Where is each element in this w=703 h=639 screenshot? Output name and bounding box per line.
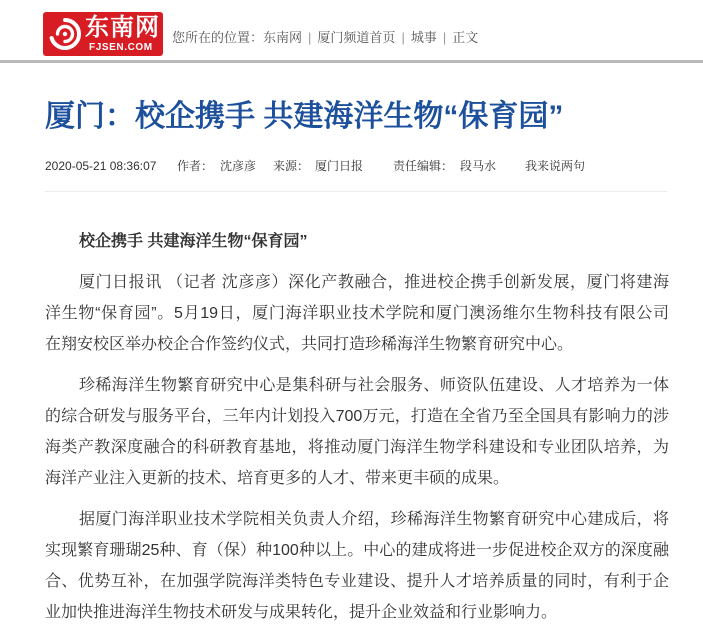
- publish-datetime: 2020-05-21 08:36:07: [45, 159, 157, 173]
- paragraph-line: 实现繁育珊瑚25种、育（保）种100种以上。中心的建成将进一步促进校企双方的深度融: [45, 542, 669, 559]
- paragraph-line: 洋生物“保育园”。5月19日，厦门海洋职业技术学院和厦门澳汤维尔生物科技有限公司: [45, 305, 669, 322]
- paragraph-line: 的综合研发与服务平台，三年内计划投入700万元，打造在全省乃至全国具有影响力的涉: [45, 408, 669, 425]
- logo-name: 东南网: [85, 14, 160, 41]
- breadcrumb-current: 正文: [452, 30, 479, 45]
- editor-label: 责任编辑：: [393, 159, 454, 173]
- article-subtitle: [45, 226, 669, 257]
- paragraph-2: [45, 370, 669, 494]
- logo-domain: FJSEN.COM: [89, 42, 153, 53]
- paragraph-line: 珍稀海洋生物繁育研究中心是集科研与社会服务、师资队伍建设、人才培养为一体: [79, 377, 669, 394]
- article-body: [45, 226, 669, 638]
- comment-link[interactable]: 我来说两句: [525, 159, 586, 173]
- breadcrumb-prefix: 您所在的位置：: [172, 30, 264, 45]
- source-name: 厦门日报: [315, 159, 364, 173]
- source-label: 来源：: [273, 159, 310, 173]
- meta-divider: [45, 191, 667, 192]
- article-title: 厦门：校企携手 共建海洋生物“保育园”: [45, 100, 564, 133]
- paragraph-line: 海类产教深度融合的科研教育基地，将推动厦门海洋生物学科建设和专业团队培养，为: [45, 439, 669, 456]
- paragraph-line: 在翔安校区举办校企合作签约仪式，共同打造珍稀海洋生物繁育研究中心。: [45, 336, 574, 353]
- header-divider: [0, 60, 703, 63]
- subtitle-line: 校企携手 共建海洋生物“保育园”: [79, 233, 308, 250]
- paragraph-line: 厦门日报讯 （记者 沈彦彦）深化产教融合，推进校企携手创新发展，厦门将建海: [79, 274, 669, 291]
- author-label: 作者：: [177, 159, 214, 173]
- breadcrumb-link-city-news[interactable]: 城事: [410, 30, 437, 45]
- paragraph-line: 合、优势互补，在加强学院海洋类特色专业建设、提升人才培养质量的同时，有利于企: [45, 573, 669, 590]
- breadcrumb-separator: |: [401, 30, 405, 45]
- breadcrumb-separator: |: [442, 30, 447, 45]
- editor-name: 段马水: [460, 159, 497, 173]
- paragraph-line: 据厦门海洋职业技术学院相关负责人介绍，珍稀海洋生物繁育研究中心建成后，将: [79, 511, 669, 528]
- site-logo[interactable]: [43, 12, 163, 56]
- logo-swirl-icon: [48, 17, 82, 51]
- author-name: 沈彦彦: [220, 159, 257, 173]
- breadcrumb-link-xiamen-channel[interactable]: 厦门频道首页: [317, 30, 396, 45]
- breadcrumb-link-home[interactable]: 东南网: [263, 30, 303, 45]
- paragraph-3: [45, 504, 669, 628]
- breadcrumb-separator: |: [308, 30, 312, 45]
- paragraph-line: 业加快推进海洋生物技术研发与成果转化，提升企业效益和行业影响力。: [45, 604, 558, 621]
- paragraph-1: [45, 267, 669, 360]
- article-meta: [0, 158, 703, 174]
- paragraph-line: 海洋产业注入更新的技术、培育更多的人才、带来更丰硕的成果。: [45, 470, 510, 487]
- breadcrumb: [172, 30, 478, 46]
